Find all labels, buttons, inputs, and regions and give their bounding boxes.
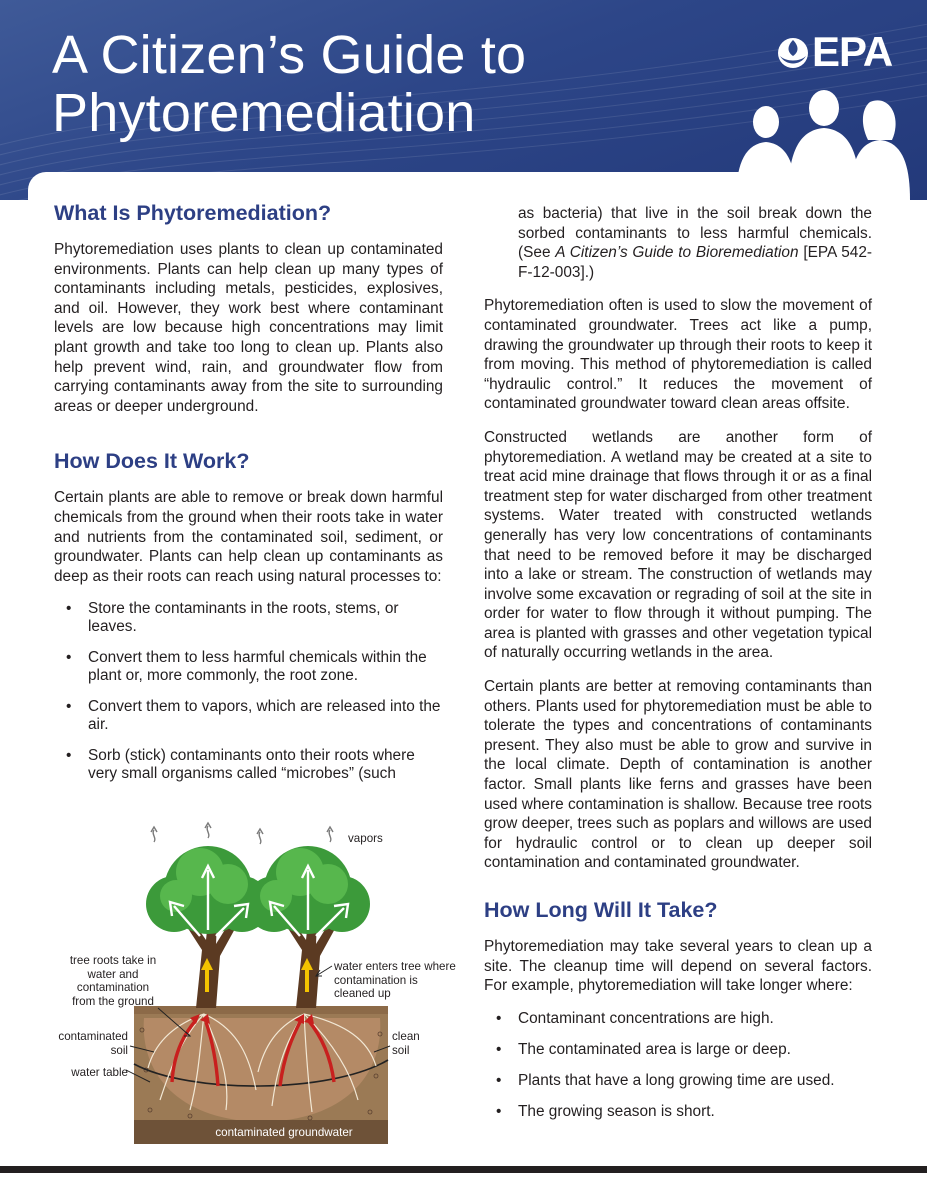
list-item-text: Contaminant concentrations are high. [518, 1009, 774, 1027]
list-item-text: Plants that have a long growing time are used. [518, 1071, 835, 1089]
list-item [484, 1010, 872, 1028]
bullet-glyph: • [66, 649, 72, 667]
paragraph-constructed-wetlands: Constructed wetlands are another form of phytoremediation. A wetland may be created at a site to treat acid mine drainage that flows through it or as a final treatment step for water discharged from other treatment systems. Water treated with constructed wetlands generally has very low concentrations of contaminants that need to be removed before it may be discharged into a lake or stream. The construction of wetlands may involve some excavation or regrading of soil at the site in order for water to flow through it without pumping. The area is planted with grasses and other vegetation typical of naturally occurring wetlands in the area. [484, 428, 872, 662]
list-item-text: Convert them to vapors, which are released into the air. [88, 698, 441, 734]
list-item-text: Convert them to less harmful chemicals within the plant or, more commonly, the root zone. [88, 649, 427, 685]
title-line-1: A Citizen’s Guide to [52, 25, 527, 85]
paragraph-how-it-works: Certain plants are able to remove or break down harmful chemicals from the ground when their roots take in water and nutrients from the contaminated soil, sediment, or groundwater. Plants can help clean up contaminants as deep as their roots can reach using natural processes to: [54, 489, 443, 585]
label-contaminated-soil: contaminated soil [58, 1030, 128, 1057]
process-list [54, 600, 443, 783]
bullet-glyph: • [496, 1040, 502, 1058]
title-line-2: Phytoremediation [52, 83, 476, 143]
phytoremediation-diagram [50, 820, 456, 1150]
list-item-text: Sorb (stick) contaminants onto their roots where very small organisms called “microbes” (such [88, 747, 415, 783]
label-water-enters-tree: water enters tree where contamination is cleaned up [334, 960, 456, 1000]
epa-logo [776, 28, 900, 75]
bullet-glyph: • [66, 600, 72, 618]
duration-factors-list [484, 1010, 872, 1121]
bioremediation-reference: A Citizen’s Guide to Bioremediation [555, 244, 799, 262]
list-item [54, 698, 443, 734]
list-item [54, 649, 443, 685]
paragraph-what-is: Phytoremediation uses plants to clean up contaminated environments. Plants can help clean up many types of contaminants including metals, pesticides, explosives, and oil. However, they work best where contaminant levels are low because high concentrations may limit plant growth and take too long to clean up. Plants also help prevent wind, rain, and groundwater flow from carrying contaminants away from the site to surrounding areas or deeper underground. [54, 241, 443, 415]
left-column [54, 200, 443, 796]
page-title [52, 26, 526, 142]
label-clean-soil: clean soil [392, 1030, 420, 1057]
bullet-glyph: • [66, 747, 72, 765]
list-item [54, 600, 443, 636]
paragraph-how-long: Phytoremediation may take several years to clean up a site. The cleanup time will depend on several factors. For example, phytoremediation will take longer where: [484, 938, 872, 995]
header-banner [0, 0, 927, 200]
epa-flower-icon [776, 36, 812, 72]
label-contaminated-groundwater: contaminated groundwater [215, 1126, 353, 1139]
label-water-table: water table [71, 1066, 128, 1079]
label-tree-roots: tree roots take in water and contamination from the ground [69, 954, 157, 1008]
list-item-text: Store the contaminants in the roots, stems, or leaves. [88, 600, 399, 636]
bullet-glyph: • [496, 1009, 502, 1027]
list-item [484, 1072, 872, 1090]
paragraph-hydraulic-control: Phytoremediation often is used to slow the movement of contaminated groundwater. Trees act like a pump, drawing the groundwater up through their roots to keep it from moving. This method of phytoremediation is called “hydraulic control.” It reduces the movement of contaminated groundwater toward clean areas offsite. [484, 297, 872, 413]
continued-text: as bacteria) that live in the soil break down the sorbed contaminants to less harmful chemicals. (See [518, 205, 872, 262]
list-item [484, 1041, 872, 1059]
heading-how-long: How Long Will It Take? [484, 898, 718, 922]
epa-logo-text: EPA [812, 28, 893, 75]
list-item [54, 747, 443, 783]
continued-text-end: [EPA 542-F-12-003].) [518, 244, 873, 281]
label-vapors: vapors [348, 832, 383, 845]
bullet-glyph: • [496, 1071, 502, 1089]
right-column [484, 204, 872, 1134]
bullet-glyph: • [66, 698, 72, 716]
list-item-text: The growing season is short. [518, 1102, 715, 1120]
heading-how-does-it-work: How Does It Work? [54, 449, 250, 474]
paragraph-microbes-continued [484, 204, 872, 282]
vapor-icons [151, 823, 333, 844]
paragraph-plant-selection: Certain plants are better at removing contaminants than others. Plants used for phytoremediation must be able to tolerate the types and concentrations of contaminants present. They also must be able to grow and survive in the local climate. Depth of contamination is another factor. Small plants like ferns and grasses have been used where contamination is shallow. Because tree roots grow deeper, trees such as poplars and willows are used for hydraulic control or to clean up deeper soil contamination and contaminated groundwater. [484, 678, 872, 872]
list-item-text: The contaminated area is large or deep. [518, 1040, 791, 1058]
heading-what-is: What Is Phytoremediation? [54, 201, 332, 225]
list-item [484, 1103, 872, 1121]
bullet-glyph: • [496, 1102, 502, 1120]
footer-rule [0, 1166, 927, 1173]
